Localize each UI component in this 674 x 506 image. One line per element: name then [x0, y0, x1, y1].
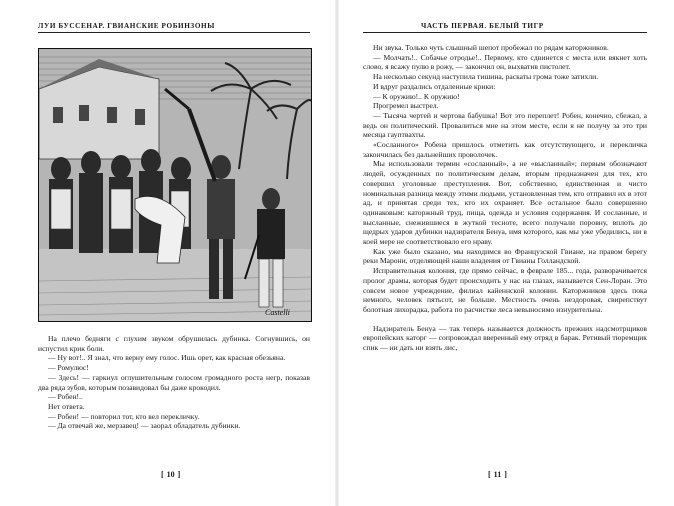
window [135, 109, 145, 125]
engraving-illustration [38, 48, 312, 322]
window [79, 105, 89, 121]
paragraph: Прогремел выстрел. [373, 101, 439, 111]
artist-signature: Castelli [265, 308, 290, 317]
paragraph: На плечо бедняги с глухим звуком обрушилась дубинка. Согнувшись, он испустил крик боли. [38, 334, 310, 353]
page-number-right [488, 470, 507, 479]
paragraph: Нет ответа. [48, 401, 85, 411]
folio-number: 10 [166, 470, 175, 479]
paragraph: — Молчать!.. Собачье отродье!.. Первому, кто сдвинется с места или вякнет хоть слово, я всажу пулю в рожу, — закончил он, выхватив пистолет. [363, 52, 647, 72]
paragraph: На несколько секунд наступила тишина, раскаты грома тоже затихли. [373, 72, 599, 82]
running-head-right: ЧАСТЬ ПЕРВАЯ. БЕЛЫЙ ТИГР [421, 22, 544, 30]
header-rule-left [38, 32, 310, 33]
engraving-scene [39, 49, 311, 321]
left-body-text [38, 334, 310, 431]
right-body-text [363, 43, 647, 353]
paragraph: — Ромулюс! [48, 363, 89, 373]
folio-bracket: [ [161, 470, 164, 479]
folio-bracket: ] [504, 470, 507, 479]
header-rule-right [363, 32, 647, 33]
paragraph: — Робен!.. [48, 392, 83, 402]
paragraph: — К оружию!.. К оружию! [373, 91, 460, 101]
right-page [337, 0, 674, 506]
paragraph: И вдруг раздались отдаленные крики: [373, 81, 496, 91]
window [107, 107, 117, 123]
paragraph: Надзиратель Бенуа — так теперь называется должность прежних надсмотрщиков европейских каторг — сопровождал вверенный ему отряд в барак. Ретивый тюремщик спик — ни дать ни взять лис, [363, 323, 647, 353]
paragraph: — Да отвечай же, мерзавец! — заорал обладатель дубинки. [48, 421, 241, 431]
paragraph: Ни звука. Только чуть слышный шепот пробежал по рядам каторжников. [373, 43, 609, 52]
paragraph: — Тысяча чертей и чертова бабушка! Вот это переплет! Робен, конечно, сбежал, а ведь он политический. Провалиться мне на этом месте, если я не получу за это три месяца гауптвахты. [363, 110, 647, 140]
paragraph: Как уже было сказано, мы находимся во Французской Гвиане, на правом берегу реки Марони, отделяющей наши владения от Гвианы Голландской. [363, 246, 647, 266]
running-head-left: ЛУИ БУССЕНАР. ГВИАНСКИЕ РОБИНЗОНЫ [38, 22, 215, 30]
window [53, 107, 63, 123]
paragraph: — Здесь! — гаркнул оглушительным голосом громадного роста негр, показав два ряда зубов, которым позавидовал бы даже крокодил. [38, 372, 310, 392]
paragraph: Исправительная колония, где прямо сейчас, в феврале 185... года, разворачивается пролог драмы, которая будет происходить у нас на глазах, называется Сен-Лоран. Это совсем новое учреждение, филиал кайеннской колонии. Каторжников здесь пока немного, человек пятьсот, не больше. Местность очень нездоровая, свирепствут болотная лихорадка, работа по расчистке леса невыносимо изнурительна. [363, 266, 647, 314]
paragraph: — Робен! — повторил тот, кто вел перекличку. [48, 411, 200, 421]
page-number-left [161, 470, 180, 479]
folio-number: 11 [493, 470, 502, 479]
paragraph: Мы использовали термин «сосланный», а не «высланный»; первым обозначают людей, осужденных по политическим делам, вторым предназначен для тех, кто совершил уголовные преступления. Вот, собственно, единственная и чисто номинальная разница между этими людьми, установленная тем, кто отправил их в этот ад, и принятая среди тех, кто их охраняет. Все остальное было совершенно одинаковым: каторжный труд, пища, одежда и условия содержания. И сосланные, и высланные, снежившиеся в жуткой тесноте, всего получали поровну, вплоть до щедрых ударов дубинки надзирателя Бенуа, имя которого, как мы уже убедились, ни в коей мере не соответствовало его нраву. [363, 159, 647, 247]
paragraph: — Ну вот!.. Я знал, что верну ему голос. Ишь орет, как красная обезьяна. [48, 353, 286, 363]
folio-bracket: [ [488, 470, 491, 479]
paragraph: «Сосланного» Робена пришлось отметить как отсутствующего, и перекличка закончилась без дальнейших проволочек. [363, 140, 647, 159]
folio-bracket: ] [177, 470, 181, 479]
